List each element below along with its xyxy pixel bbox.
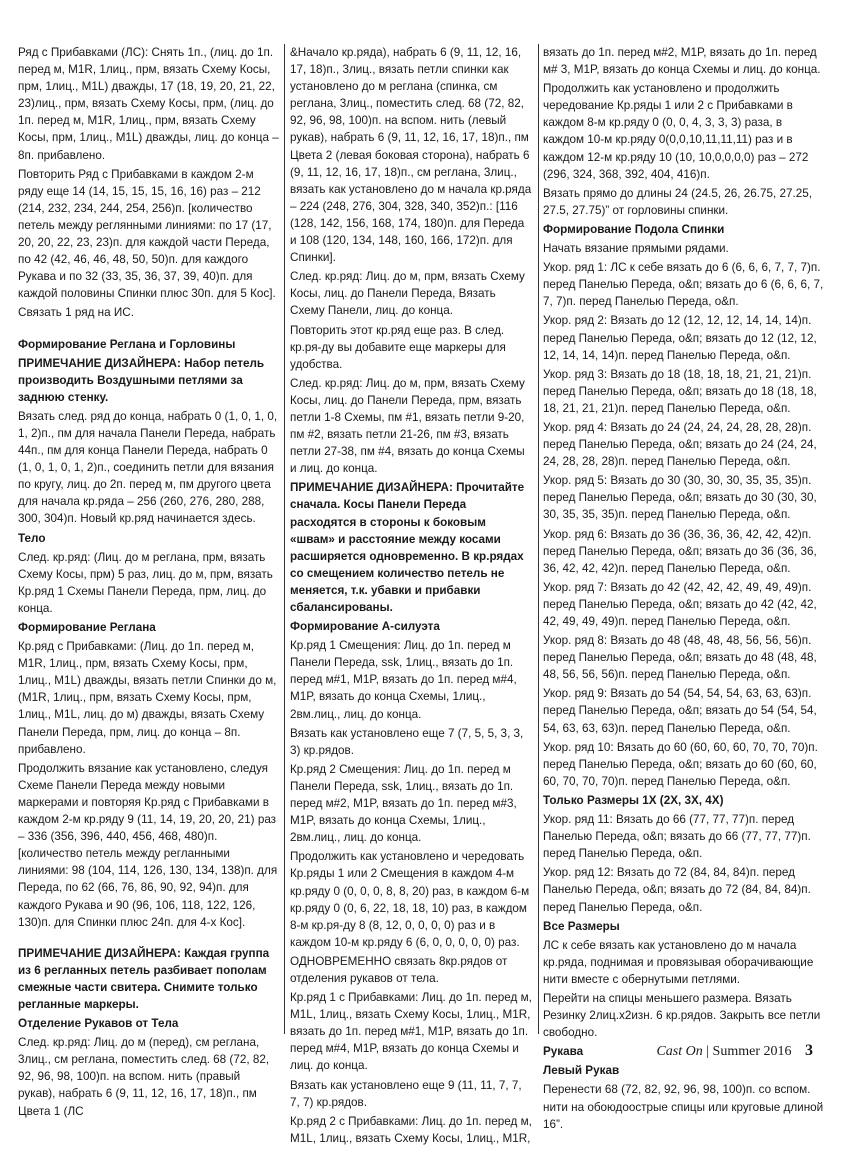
short-row: Укор. ряд 8: Вязать до 48 (48, 48, 48, 56, 56, 56)п. перед Панелью Переда, о&п; вязать до 48 (48, 48, 48, 56, 56, 56)п. перед Панелью Переда, о&п. [543,634,817,682]
section-heading: Отделение Рукавов от Тела [18,1017,179,1031]
paragraph: Вязать как установлено еще 9 (11, 11, 7, 7, 7, 7) кр.рядов. [290,1078,522,1109]
paragraph: Кр.ряд 1 с Прибавками: Лиц. до 1п. перед м, M1L, 1лиц., вязать Схему Косы, 1лиц., M1R, вязать до 1п. перед м#1, M1P, вязать до 1п. перед м#4, M1P, вязать до конца Схемы и лиц. до конца. [290,991,532,1073]
paragraph: След. кр.ряд: Лиц. до м, прм, вязать Схему Косы, лиц. до Панели Переда, прм, вязать петли 1-8 Схемы, пм #1, вязать петли 9-20, пм #2, вязать петли 21-26, пм #3, вязать петли 27-38, пм #4, вязать до конца Схемы и лиц. до конца. [290,376,525,476]
paragraph: Кр.ряд 2 с Прибавками: Лиц. до 1п. перед м, M1L, 1лиц., вязать Схему Косы, 1лиц., M1R, [290,1114,532,1145]
paragraph: Повторить этот кр.ряд еще раз. В след. кр.ря-ду вы добавите еще маркеры для удобства. [290,323,506,371]
short-row: Укор. ряд 4: Вязать до 24 (24, 24, 24, 28, 28, 28)п. перед Панелью Переда, о&п; вязать до 24 (24, 24, 24, 28, 28, 28)п. перед Панелью Переда, о&п. [543,420,817,469]
paragraph: Начать вязание прямыми рядами. [543,242,729,256]
short-row: Укор. ряд 12: Вязать до 72 (84, 84, 84)п. перед Панелью Переда, о&п; вязать до 72 (84, 84, 84)п. перед Панелью Переда, о&п. [543,866,811,914]
paragraph: ЛС к себе вязать как установлено до м начала кр.ряда, поднимая и провязывая оборачивающие нити вместе с обернутыми петлями. [543,938,814,986]
paragraph: ОДНОВРЕМЕННО связать 8кр.рядов от отделения рукавов от тела. [290,954,508,985]
short-row: Укор. ряд 10: Вязать до 60 (60, 60, 60, 70, 70, 70)п. перед Панелью Переда, о&п; вязать до 60 (60, 60, 60, 70, 70, 70)п. перед Панелью Переда, о&п. [543,740,818,788]
paragraph: След. кр.ряд: (Лиц. до м реглана, прм, вязать Схему Косы, прм) 5 раз, лиц. до м, прм, вязать Кр.ряд 1 Схемы Панели Переда, прм, лиц. до конца. [18,550,273,615]
paragraph: Кр.ряд 2 Смещения: Лиц. до 1п. перед м Панели Переда, ssk, 1лиц., вязать до 1п. перед м#2, M1P, вязать до 1п. перед м#3, M1P, вязать до конца Схемы, 1лиц., 2вм.лиц., лиц. до конца. [290,762,517,845]
paragraph: &Начало кр.ряда), набрать 6 (9, 11, 12, 16, 17, 18)п., 3лиц., вязать петли спинки как установлено до м реглана (спинка, см реглана, 3лиц., поместить след. 68 (72, 82, 92, 96, 98, 100)п. на вспом. нить (левый рукав), набрать 6 (9, 11, 12, 16, 17, 18)п., пм Цвета 2 (левая боковая сторона), набрать 6 (9, 11, 12, 16, 17, 18)п., см реглана, 3лиц., вязать как установлено до м начала кр.ряда – 224 (248, 276, 304, 328, 340, 352)п.: [116 (128, 142, 156, 168, 174, 180)п. для Переда и 108 (120, 134, 148, 160, 166, 172)п. для Спинки]. [290,46,532,265]
short-row: Укор. ряд 1: ЛС к себе вязать до 6 (6, 6, 6, 7, 7, 7)п. перед Панелью Переда, о&п; вязать до 6 (6, 6, 6, 7, 7, 7)п. перед Панелью Переда, о&п. [543,261,824,309]
column-3 [543,44,825,1135]
section-heading: Формирование Подола Спинки [543,222,725,236]
section-heading: Только Размеры 1X (2X, 3X, 4X) [543,793,724,807]
paragraph: След. кр.ряд: Лиц. до м (перед), см реглана, 3лиц., см реглана, поместить след. 68 (72, 82, 92, 96, 98, 100)п. на вспом. нить (правый рукав), набрать 6 (9, 11, 12, 16, 17, 18)п., пм Цвета 1 (ЛС [18,1036,270,1118]
designer-note: ПРИМЕЧАНИЕ ДИЗАЙНЕРА: Прочитайте сначала. Косы Панели Переда расходятся в стороны к боковым «швам» и расстояние между косами расширяется одновременно. В кр.рядах со смещением количество петель не меняется, т.к. убавки и прибавки сбалансированы. [290,481,525,614]
paragraph: Вязать как установлено еще 7 (7, 5, 5, 3, 3, 3) кр.рядов. [290,726,524,757]
paragraph: Ряд с Прибавками (ЛС): Снять 1п., (лиц. до 1п. перед м, M1R, 1лиц., прм, вязать Схему Косы, прм, 1лиц., M1L) дважды, 17 (18, 19, 20, 21, 22, 23)лиц., прм, вязать Схему Косы, прм, (лиц. до 1п. перед м, M1R, 1лиц., прм, вязать Схему Косы, прм, 1лиц., M1L) дважды, лиц. до конца – 8п. прибавлено. [18,46,279,162]
paragraph: Кр.ряд с Прибавками: (Лиц. до 1п. перед м, M1R, 1лиц., прм, вязать Схему Косы, прм, 1лиц., M1L) дважды, вязать петли Спинки до м, (M1R, 1лиц., прм, вязать Схему Косы, прм, 1лиц., M1L, лиц. до м) дважды, вязать Схему Панели Переда, прм, лиц. до конца – 8п. прибавлено. [18,640,277,756]
paragraph: Перейти на спицы меньшего размера. Вязать Резинку 2лиц.х2изн. 6 кр.рядов. Закрыть все петли свободно. [543,991,821,1040]
paragraph: Вязать прямо до длины 24 (24.5, 26, 26.75, 27.25, 27.5, 27.75)” от горловины спинки. [543,186,813,217]
short-row: Укор. ряд 5: Вязать до 30 (30, 30, 30, 35, 35, 35)п. перед Панелью Переда, о&п; вязать до 30 (30, 30, 30, 35, 35, 35)п. перед Панелью Переда, о&п. [543,474,817,522]
paragraph: След. кр.ряд: Лиц. до м, прм, вязать Схему Косы, лиц. до Панели Переда, Вязать Схему Панели, лиц. до конца. [290,270,525,318]
section-heading: Формирование Реглана [18,621,156,634]
short-row: Укор. ряд 2: Вязать до 12 (12, 12, 12, 14, 14, 14)п. перед Панелью Переда, о&п; вязать до 12 (12, 12, 12, 14, 14, 14)п. перед Панелью Переда, о&п. [543,314,817,362]
short-row: Укор. ряд 6: Вязать до 36 (36, 36, 36, 42, 42, 42)п. перед Панелью Переда, о&п; вязать до 36 (36, 36, 36, 42, 42, 42)п. перед Панелью Переда, о&п. [543,527,817,575]
paragraph: Продолжить вязание как установлено, следуя Схеме Панели Переда между новыми маркерами и повторяя Кр.ряд с Прибавками в каждом 2-м кр.ряду 9 (11, 14, 19, 20, 20, 21) раз – 336 (356, 396, 440, 456, 468, 480)п. [количество петель между регланными линиями: 98 (104, 114, 126, 130, 134, 138)п. для Переда, по 62 (66, 76, 86, 90, 92, 94)п. для каждого Рукава и 90 (96, 106, 118, 122, 126, 130)п. для Спинки плюс 24п. для 4-х Кос]. [18,761,278,929]
column-1 [18,44,280,1122]
short-row: Укор. ряд 3: Вязать до 18 (18, 18, 18, 21, 21, 21)п. перед Панелью Переда, о&п; вязать до 18 (18, 18, 18, 21, 21, 21)п. перед Панелью Переда, о&п. [543,367,817,415]
short-row: Укор. ряд 7: Вязать до 42 (42, 42, 42, 49, 49, 49)п. перед Панелью Переда, о&п; вязать до 42 (42, 42, 42, 49, 49, 49)п. перед Панелью Переда, о&п. [543,580,817,628]
section-heading: Рукава [543,1045,584,1059]
paragraph: Связать 1 ряд на ИС. [18,306,134,320]
short-row: Укор. ряд 11: Вязать до 66 (77, 77, 77)п. перед Панелью Переда, о&п; вязать до 66 (77, 77, 77)п. перед Панелью Переда, о&п. [543,813,811,861]
column-divider [538,44,539,1034]
column-2 [290,44,533,1149]
paragraph: Продолжить как установлено и чередовать Кр.ряды 1 или 2 Смещения в каждом 4-м кр.ряду 0 (0, 0, 0, 8, 8, 20) раз, в каждом 6-м кр.ряду 0 (0, 6, 22, 18, 18, 10) раз, в каждом 8-м кр.ря-ду 8 (8, 12, 0, 0, 0, 0) раз и в каждом 10-м кр.ряду 6 (6, 0, 0, 0, 0, 0) раз. [290,850,530,949]
short-row: Укор. ряд 9: Вязать до 54 (54, 54, 54, 63, 63, 63)п. перед Панелью Переда, о&п; вязать до 54 (54, 54, 54, 63, 63, 63)п. перед Панелью Переда, о&п. [543,687,817,735]
section-heading: Тело [18,531,46,545]
page-footer [656,1042,813,1060]
page-number: 3 [805,1042,813,1059]
paragraph: Продолжить как установлено и продолжить чередование Кр.ряды 1 или 2 с Прибавками в каждом 8-м кр.ряду 0 (0, 0, 4, 3, 3, 3) раза, в каждом 10-м кр.ряду 0(0,0,10,11,11,11) раз и в каждом 12-м кр.ряду 10 (10, 10,0,0,0,0) раз – 272 (296, 324, 368, 392, 404, 416)п. [543,82,809,181]
section-heading: Формирование А-силуэта [290,620,440,634]
paragraph: Перенести 68 (72, 82, 92, 96, 98, 100)п. со вспом. нити на обоюдоострые спицы или круговые длиной 16”. [543,1083,824,1131]
paragraph: Кр.ряд 1 Смещения: Лиц. до 1п. перед м Панели Переда, ssk, 1лиц., вязать до 1п. перед м#1, M1P, вязать до 1п. перед м#4, M1P, вязать до конца Схемы, 1лиц., 2вм.лиц., лиц. до конца. [290,639,517,721]
paragraph: Повторить Ряд с Прибавками в каждом 2-м ряду еще 14 (14, 15, 15, 15, 16, 16) раз – 212 (214, 232, 234, 244, 254, 256)п. [количество петель между реглянными линиями: по 17 (17, 20, 20, 22, 23, 23)п. для каждой части Переда, по 42 (42, 46, 46, 48, 50, 50)п. для каждого Рукава и по 32 (33, 35, 36, 37, 39, 40)п. для каждой половины Спинки плюс 30п. для 5 Кос]. [18,167,276,301]
issue-label: | Summer 2016 [706,1044,792,1059]
magazine-name: Cast On [656,1044,703,1059]
section-heading: Левый Рукав [543,1064,620,1078]
paragraph: Вязать след. ряд до конца, набрать 0 (1, 0, 1, 0, 1, 2)п., пм для начала Панели Переда, набрать 44п., пм для конца Панели Переда, набрать 0 (1, 0, 1, 0, 1, 2)п., соединить петли для вязания по кругу, лиц. до 2п. перед м, пм другого цвета для начала кр.ряда – 256 (260, 276, 280, 288, 300, 304)п. Новый кр.ряд начинается здесь. [18,409,278,526]
column-divider [284,44,285,1034]
paragraph: вязать до 1п. перед м#2, M1P, вязать до 1п. перед м# 3, M1P, вязать до конца Схемы и лиц. до конца. [543,46,821,77]
section-heading: Формирование Реглана и Горловины [18,337,236,351]
section-heading: Все Размеры [543,919,620,933]
designer-note: ПРИМЕЧАНИЕ ДИЗАЙНЕРА: Каждая группа из 6 регланных петель разбивает пополам смежные части свитера. Снимите только регланные маркеры. [18,946,270,1011]
designer-note: ПРИМЕЧАНИЕ ДИЗАЙНЕРА: Набор петель производить Воздушными петлями за заднюю стенку. [18,356,265,404]
